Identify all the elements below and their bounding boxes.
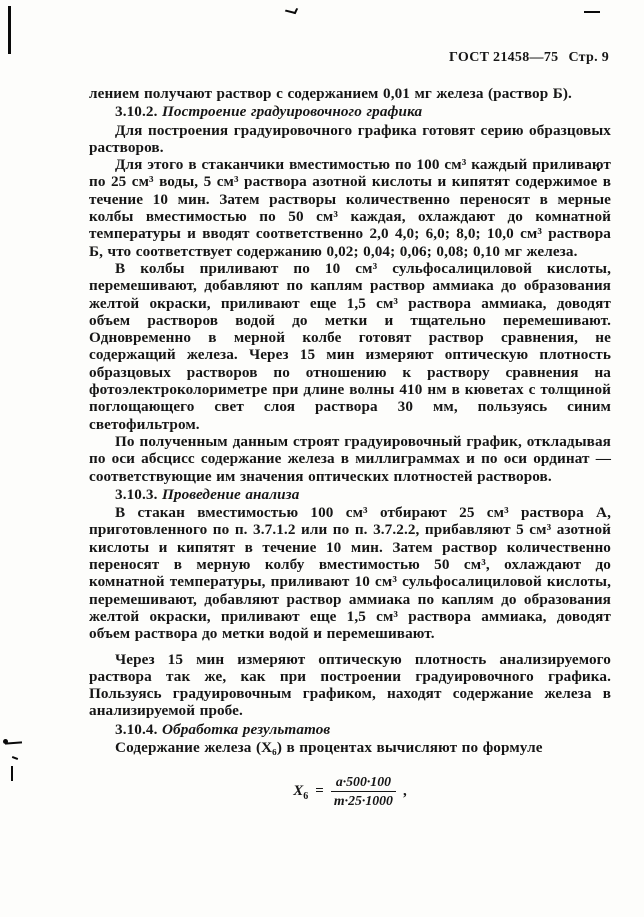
section-title: Проведение анализа <box>161 485 300 503</box>
formula-variable-letter: X <box>293 783 304 800</box>
page-header <box>449 50 609 66</box>
section-heading <box>89 721 611 738</box>
scan-artifact-margin-mark <box>12 756 18 760</box>
paragraph: лением получают раствор с содержанием 0,01 мг железа (раствор Б). <box>89 85 572 102</box>
document-number: ГОСТ 21458—75 <box>448 50 559 65</box>
formula-denominator: m·25·1000 <box>333 793 393 809</box>
section-heading <box>89 486 611 503</box>
formula-variable <box>293 783 309 803</box>
section-number: 3.10.2. <box>115 103 158 121</box>
formula-numerator: a·500·100 <box>331 774 396 792</box>
section-heading <box>89 103 611 120</box>
formula-equals-sign: = <box>315 783 324 800</box>
formula-variable-subscript: 6 <box>303 791 309 803</box>
paragraph: Содержание железа (X₆) в процентах вычисляют по формуле <box>115 738 543 756</box>
section-number: 3.10.3. <box>115 485 158 503</box>
formula <box>89 774 611 809</box>
paragraph: В колбы приливают по 10 см³ сульфосалициловой кислоты, перемешивают, добавляют по каплям раствор аммиака до образования желтой окраски, приливают еще 1,5 см³ раствора аммиака, доводят объем растворов водой до метки и тщательно перемешивают. Одновременно в мерной колбе готовят раствор сравнения, не содержащий железа. Через 15 мин измеряют оптическую плотность образцовых растворов по отношению к раствору сравнения на фотоэлектроколориметре при длине волны 410 нм в кюветах с толщиной поглощающего свет слоя раствора 30 мм, пользуясь синим светофильтром. <box>89 259 611 433</box>
document-content <box>89 85 611 809</box>
paragraph: Для этого в стаканчики вместимостью по 100 см³ каждый приливают по 25 см³ воды, 5 см³ раствора азотной кислоты и кипятят содержимое в течение 10 мин. Затем растворы количественно переносят в мерные колбы вместимостью по 50 см³ каждая, охлаждают до комнатной температуры и вводят соответственно 2,0 4,0; 6,0; 8,0; 10,0 см³ раствора Б, что соответствует содержанию 0,02; 0,04; 0,06; 0,08; 0,10 мг железа. <box>89 156 611 260</box>
scan-artifact-left-bar <box>8 6 11 54</box>
section-number: 3.10.4. <box>115 720 158 738</box>
section-title: Построение градуировочного графика <box>161 103 423 121</box>
scan-artifact-top-dash <box>584 11 600 13</box>
paragraph: По полученным данным строят градуировочный график, откладывая по оси абсцисс содержание железа в миллиграммах и по оси ординат — соответствующие им значения оптических плотностей растворов. <box>89 432 611 485</box>
scan-artifact-checkmark <box>285 6 298 14</box>
paragraph: В стакан вместимостью 100 см³ отбирают 25 см³ раствора А, приготовленного по п. 3.7.1.2 или по п. 3.7.2.2, прибавляют 5 см³ азотной кислоты и кипятят в течение 10 мин. Затем раствор количественно переносят в мерную колбу вместимостью 50 см³, охлаждают до комнатной температуры, приливают 10 см³ сульфосалициловой кислоты, перемешивают, добавляют раствор аммиака по каплям до образования желтой окраски, приливают еще 1,5 см³ раствора аммиака, доводят объем раствора до метки водой и перемешивают. <box>89 504 611 643</box>
scan-artifact-margin-arrowhead <box>3 739 8 744</box>
paragraph: Через 15 мин измеряют оптическую плотность анализируемого раствора так же, как при построении градуировочного графика. Пользуясь градуировочным графиком, находят содержание железа в анализируемой пробе. <box>89 650 611 720</box>
page-number: Стр. 9 <box>568 50 609 65</box>
formula-trailing-comma: , <box>403 783 407 800</box>
paragraph: Для построения градуировочного графика готовят серию образцовых растворов. <box>89 121 611 156</box>
scan-artifact-margin-tick <box>11 766 13 781</box>
formula-fraction <box>331 774 396 809</box>
section-title: Обработка результатов <box>161 720 331 738</box>
